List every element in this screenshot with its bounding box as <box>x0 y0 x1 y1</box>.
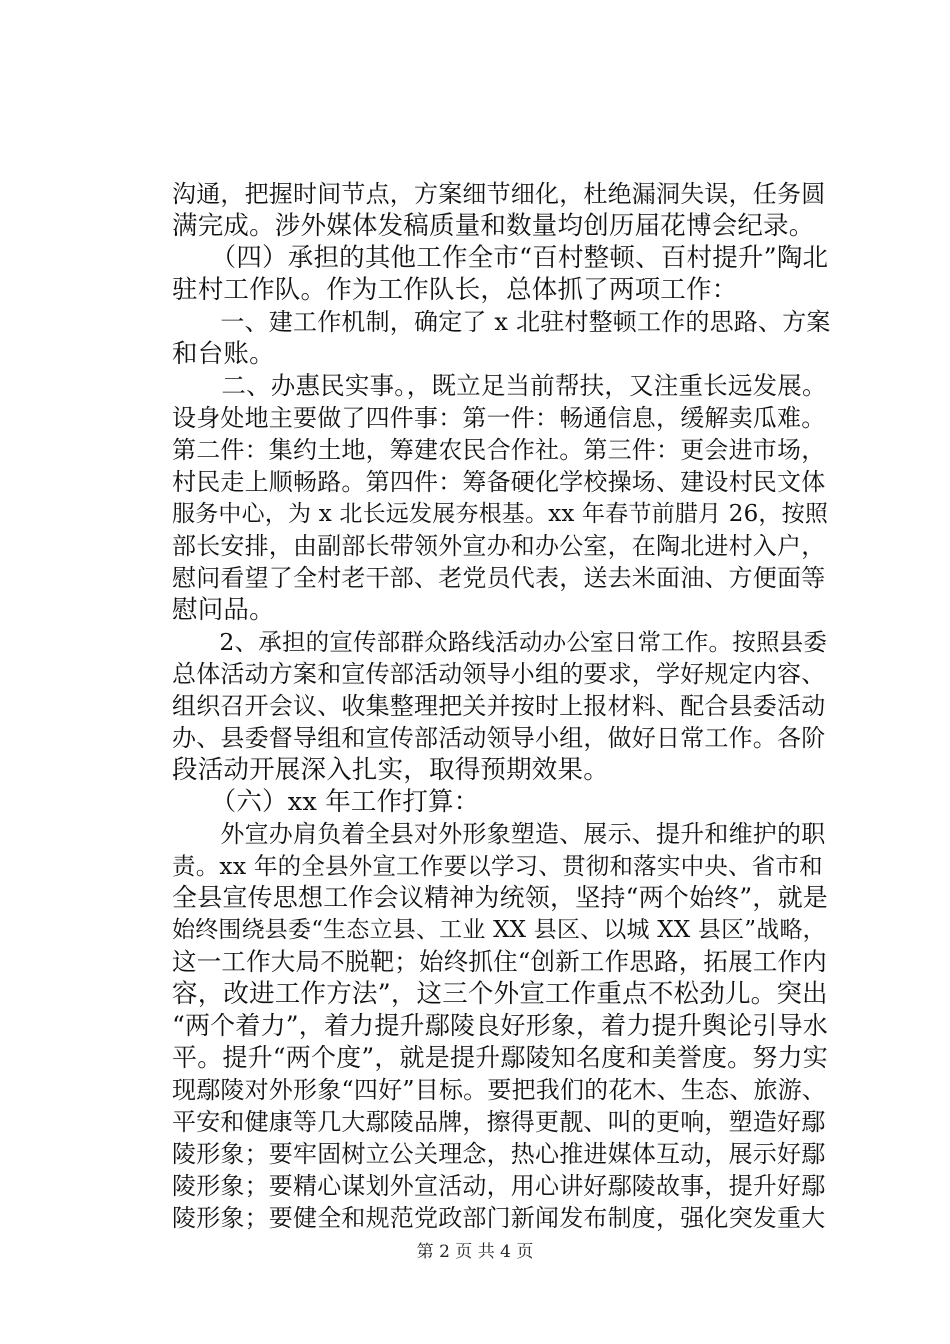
body-text-line: 部长安排，由副部长带领外宣办和办公室，在陶北进村入户， <box>172 532 826 560</box>
body-text-line: 村民走上顺畅路。第四件：筹备硬化学校操场、建设村民文体 <box>172 468 826 496</box>
body-text-line: 全县宣传思想工作会议精神为统领，坚持“两个始终”，就是 <box>172 883 828 912</box>
body-text-line: 第二件：集约土地，筹建农民合作社。第三件：更会进市场， <box>172 436 826 464</box>
body-text-line: 办、县委督导组和宣传部活动领导小组，做好日常工作。各阶 <box>172 724 826 752</box>
body-text-line: 这一工作大局不脱靶；始终抓住“创新工作思路，拓展工作内 <box>172 947 827 976</box>
body-text-line: 组织召开会议、收集整理把关并按时上报材料、配合县委活动 <box>172 692 826 720</box>
body-text-line: （六）xx 年工作打算： <box>172 787 480 817</box>
body-text-line: 平。提升“两个度”，就是提升鄢陵知名度和美誉度。努力实 <box>172 1043 828 1072</box>
body-text-line: 责。xx 年的全县外宣工作要以学习、贯彻和落实中央、省市和 <box>172 852 823 880</box>
body-text-line: （四）承担的其他工作全市“百村整顿、百村提升”陶北 <box>172 243 829 273</box>
body-text-line: 平安和健康等几大鄢陵品牌，擦得更靓、叫的更响，塑造好鄢 <box>172 1108 826 1136</box>
body-text-line: 慰问品。 <box>172 595 275 625</box>
body-text-line: 外宣办肩负着全县对外形象塑造、展示、提升和维护的职 <box>172 820 826 848</box>
page-footer: 第 2 页 共 4 页 <box>416 1242 534 1262</box>
body-text-line: 二、办惠民实事。，既立足当前帮扶，又注重长远发展。 <box>172 371 827 400</box>
body-text-line: 设身处地主要做了四件事：第一件：畅通信息，缓解卖瓜难。 <box>172 404 826 432</box>
body-text-line: 沟通，把握时间节点，方案细节细化，杜绝漏洞失误，任务圆 <box>172 180 826 208</box>
body-text-line: 和台账。 <box>172 339 275 369</box>
body-text-line: 陵形象；要健全和规范党政部门新闻发布制度，强化突发重大 <box>172 1204 826 1232</box>
body-text-line: 现鄢陵对外形象“四好”目标。要把我们的花木、生态、旅游、 <box>172 1076 827 1104</box>
body-text-line: 满完成。涉外媒体发稿质量和数量均创历届花博会纪录。 <box>172 211 815 241</box>
body-text-line: 容，改进工作方法”，这三个外宣工作重点不松劲儿。突出 <box>172 979 828 1009</box>
body-text-line: 2、承担的宣传部群众路线活动办公室日常工作。按照县委 <box>172 628 828 656</box>
body-text-line: 陵形象；要牢固树立公关理念，热心推进媒体互动，展示好鄢 <box>172 1140 826 1168</box>
body-text-line: 始终围绕县委“生态立县、工业 XX 县区、以城 XX 县区”战略， <box>172 917 826 943</box>
body-text-line: 驻村工作队。作为工作队长，总体抓了两项工作： <box>172 275 738 305</box>
body-text-line: 慰问看望了全村老干部、老党员代表，送去米面油、方便面等 <box>172 564 826 592</box>
body-text-line: 一、建工作机制，确定了 x 北驻村整顿工作的思路、方案 <box>172 308 831 336</box>
body-text-line: 陵形象；要精心谋划外宣活动，用心讲好鄢陵故事，提升好鄢 <box>172 1172 826 1200</box>
body-text-line: 段活动开展深入扎实，取得预期效果。 <box>172 755 609 785</box>
body-text-line: 服务中心，为 x 北长远发展夯根基。xx 年春节前腊月 26，按照 <box>172 501 829 527</box>
body-text-line: 总体活动方案和宣传部活动领导小组的要求，学好规定内容、 <box>172 660 826 688</box>
body-text-line: “两个着力”，着力提升鄢陵良好形象，着力提升舆论引导水 <box>172 1011 828 1040</box>
